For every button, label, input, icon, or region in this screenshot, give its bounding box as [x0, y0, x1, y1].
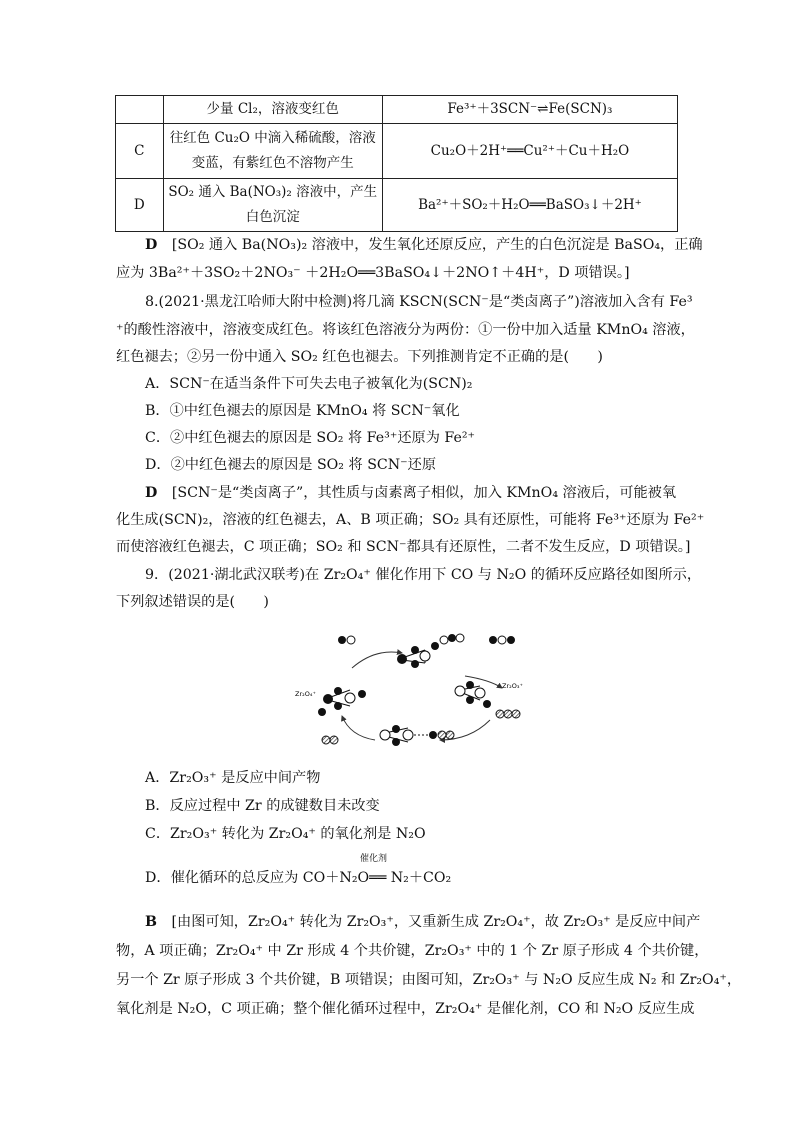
figure-label-left: Zr₂O₄⁺ [295, 690, 316, 698]
q9-option-d: D．催化循环的总反应为 CO＋N₂O══ N₂＋CO₂ [145, 870, 452, 886]
zr-complex-icon [380, 725, 454, 746]
q8-stem: 8.(2021·黑龙江哈师大附中检测)将几滴 KSCN(SCN⁻是“类卤离子”)溶液加入含有 Fe³ [145, 294, 693, 310]
q8-option-a: A．SCN⁻在适当条件下可失去电子被氧化为(SCN)₂ [145, 376, 473, 392]
reaction-table [115, 95, 678, 232]
co-molecule-icon [338, 636, 355, 644]
answer-text: 而使溶液红色褪去，C 项正确；SO₂ 和 SCN⁻都具有还原性，二者不发生反应，D 项错误。] [116, 539, 691, 555]
q9-answer-line [145, 912, 700, 932]
n2o-molecule-icon [496, 710, 520, 718]
answer-text: 应为 3Ba²⁺＋3SO₂＋2NO₃⁻ ＋2H₂O══3BaSO₄↓＋2NO↑＋4H⁺，D 项错误。] [116, 265, 630, 281]
zr-complex-icon [397, 634, 464, 668]
co2-molecule-icon [489, 636, 515, 644]
answer-text: [SO₂ 通入 Ba(NO₃)₂ 溶液中，发生氧化还原反应，产生的白色沉淀是 BaSO₄，正确 [171, 237, 703, 253]
zr-complex-icon [318, 687, 366, 716]
table-row [116, 124, 678, 179]
q9-option-c: C．Zr₂O₃⁺ 转化为 Zr₂O₄⁺ 的氧化剂是 N₂O [145, 826, 426, 842]
q8-stem: ⁺的酸性溶液中，溶液变成红色。将该红色溶液分为两份：①一份中加入适量 KMnO₄ 溶液， [116, 322, 695, 338]
zr-complex-icon [455, 681, 491, 708]
catalytic-cycle-figure [290, 628, 535, 763]
row-label [116, 96, 164, 124]
equation-cell: Cu₂O＋2H⁺══Cu²⁺＋Cu＋H₂O [382, 124, 677, 179]
answer-letter: D [145, 485, 158, 501]
q9-option-a: A．Zr₂O₃⁺ 是反应中间产物 [145, 770, 321, 786]
figure-label-right: Zr₂O₃⁺ [502, 682, 523, 690]
catalyst-label: 催化剂 [360, 854, 388, 864]
q9-stem: 9．(2021·湖北武汉联考)在 Zr₂O₄⁺ 催化作用下 CO 与 N₂O 的循环反应路径如图所示， [145, 567, 702, 583]
n2-molecule-icon [322, 736, 338, 744]
answer-text: 化生成(SCN)₂，溶液的红色褪去，A、B 项正确；SO₂ 具有还原性，可能将 Fe³⁺还原为 Fe²⁺ [116, 512, 705, 528]
q8-option-c: C．②中红色褪去的原因是 SO₂ 将 Fe³⁺还原为 Fe²⁺ [145, 430, 476, 446]
description-cell: SO₂ 通入 Ba(NO₃)₂ 溶液中，产生 白色沉淀 [163, 179, 382, 232]
answer-text: [SCN⁻是“类卤离子”，其性质与卤素离子相似，加入 KMnO₄ 溶液后，可能被氧 [171, 485, 677, 501]
q7-answer-line [145, 235, 703, 255]
arrow-icon [352, 652, 402, 668]
q8-option-d: D．②中红色褪去的原因是 SO₂ 将 SCN⁻还原 [145, 457, 437, 473]
answer-text: 另一个 Zr 原子形成 3 个共价键，B 项错误；由图可知，Zr₂O₃⁺ 与 N₂O 反应生成 N₂ 和 Zr₂O₄⁺， [116, 972, 742, 988]
answer-text: [由图可知，Zr₂O₄⁺ 转化为 Zr₂O₃⁺，又重新生成 Zr₂O₄⁺，故 Zr₂O₃⁺ 是反应中间产 [171, 914, 701, 930]
answer-text: 物，A 项正确；Zr₂O₄⁺ 中 Zr 形成 4 个共价键，Zr₂O₃⁺ 中的 1 个 Zr 原子形成 4 个共价键， [116, 943, 709, 959]
answer-text: 氧化剂是 N₂O，C 项正确；整个催化循环过程中，Zr₂O₄⁺ 是催化剂，CO 和 N₂O 反应生成 [116, 1001, 695, 1017]
row-label: C [116, 124, 164, 179]
table-row [116, 96, 678, 124]
table-row [116, 179, 678, 232]
q8-answer-line [145, 483, 676, 503]
answer-letter: D [145, 237, 158, 253]
q9-option-b: B．反应过程中 Zr 的成键数目未改变 [145, 798, 380, 814]
arrow-icon [342, 716, 375, 740]
q8-stem: 红色褪去；②另一份中通入 SO₂ 红色也褪去。下列推测肯定不正确的是( ) [116, 349, 603, 365]
description-cell: 往红色 Cu₂O 中滴入稀硫酸，溶液 变蓝，有紫红色不溶物产生 [163, 124, 382, 179]
equation-cell: Fe³⁺＋3SCN⁻⇌Fe(SCN)₃ [382, 96, 677, 124]
answer-letter: B [145, 914, 157, 930]
row-label: D [116, 179, 164, 232]
q8-option-b: B．①中红色褪去的原因是 KMnO₄ 将 SCN⁻氧化 [145, 403, 460, 419]
equation-cell: Ba²⁺＋SO₂＋H₂O══BaSO₃↓＋2H⁺ [382, 179, 677, 232]
description-cell: 少量 Cl₂，溶液变红色 [163, 96, 382, 124]
q9-stem: 下列叙述错误的是( ) [116, 594, 269, 610]
